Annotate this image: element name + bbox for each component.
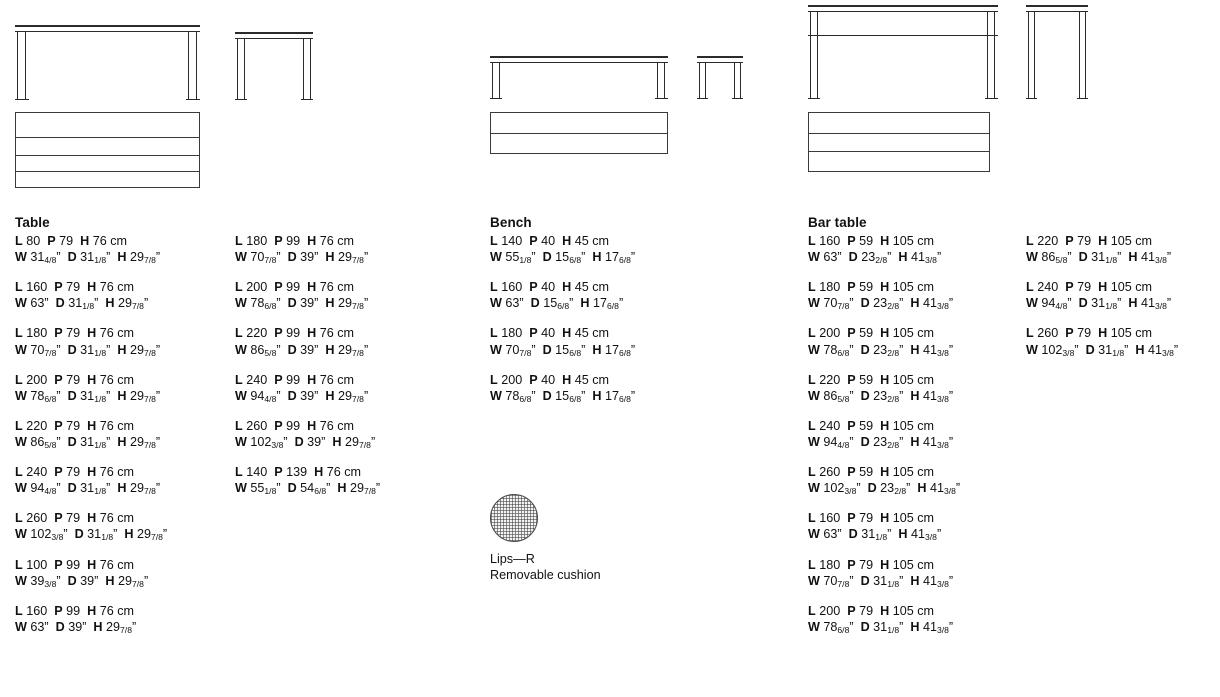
spec-item xyxy=(15,325,167,357)
spec-imperial: W $78_{6/8}$” D $31_{1/8}$” H $41_{3/8}$” xyxy=(808,619,954,635)
spec-item xyxy=(1026,279,1178,311)
spec-item xyxy=(15,372,167,404)
spec-metric: L 200 P 99 H 76 cm xyxy=(235,280,355,295)
spec-item xyxy=(808,510,960,542)
spec-metric: L 260 P 59 H 105 cm xyxy=(808,465,935,480)
spec-item xyxy=(808,372,960,404)
spec-metric: L 180 P 99 H 76 cm xyxy=(235,234,355,248)
spec-item xyxy=(15,603,167,635)
section-title-table: Table xyxy=(15,215,50,230)
spec-item xyxy=(235,464,380,496)
spec-imperial: W $70_{7/8}$” D 39” H $29_{7/8}$” xyxy=(235,250,369,266)
spec-item xyxy=(808,557,960,589)
spec-item xyxy=(15,233,167,265)
spec-metric: L 140 P 139 H 76 cm xyxy=(235,465,362,480)
spec-metric: L 240 P 79 H 76 cm xyxy=(15,465,135,480)
bar-table-elevation-long-drawing xyxy=(808,5,998,100)
bench-elevation-side-drawing xyxy=(697,56,743,100)
table-col-1 xyxy=(15,233,167,635)
spec-metric: L 220 P 99 H 76 cm xyxy=(235,326,355,341)
bench-col-1 xyxy=(490,233,635,404)
spec-imperial: W 63” D $31_{1/8}$” H $41_{3/8}$” xyxy=(808,527,942,543)
spec-item xyxy=(15,464,167,496)
spec-item xyxy=(1026,325,1178,357)
spec-metric: L 220 P 79 H 105 cm xyxy=(1026,234,1153,248)
spec-metric: L 80 P 79 H 76 cm xyxy=(15,234,128,248)
spec-imperial: W $94_{4/8}$” D $31_{1/8}$” H $29_{7/8}$” xyxy=(15,481,161,497)
spec-item xyxy=(235,325,380,357)
spec-metric: L 160 P 99 H 76 cm xyxy=(15,603,135,618)
spec-imperial: W $86_{5/8}$” D 39” H $29_{7/8}$” xyxy=(235,342,369,358)
spec-metric: L 200 P 79 H 105 cm xyxy=(808,603,935,618)
spec-imperial: W $31_{4/8}$” D $31_{1/8}$” H $29_{7/8}$” xyxy=(15,250,161,266)
spec-metric: L 180 P 79 H 105 cm xyxy=(808,557,935,572)
spec-imperial: W 63” D $15_{6/8}$” H $17_{6/8}$” xyxy=(490,296,624,312)
table-plan-drawing xyxy=(15,112,200,188)
spec-item xyxy=(15,510,167,542)
cushion-title: Lips—R xyxy=(490,552,535,566)
spec-imperial: W $94_{4/8}$” D $23_{2/8}$” H $41_{3/8}$” xyxy=(808,434,954,450)
spec-imperial: W $70_{7/8}$” D $31_{1/8}$” H $41_{3/8}$” xyxy=(808,573,954,589)
spec-metric: L 160 P 79 H 76 cm xyxy=(15,280,135,295)
cushion-caption xyxy=(490,551,601,584)
spec-metric: L 160 P 79 H 105 cm xyxy=(808,511,935,526)
spec-metric: L 200 P 79 H 76 cm xyxy=(15,372,135,387)
spec-item xyxy=(15,279,167,311)
spec-item xyxy=(808,418,960,450)
spec-imperial: W $55_{1/8}$” D $54_{6/8}$” H $29_{7/8}$” xyxy=(235,481,381,497)
spec-imperial: W $86_{5/8}$” D $23_{2/8}$” H $41_{3/8}$” xyxy=(808,388,954,404)
section-title-bar-table: Bar table xyxy=(808,215,867,230)
spec-item xyxy=(490,279,635,311)
spec-imperial: W 63” D 39” H $29_{7/8}$” xyxy=(15,619,137,635)
spec-metric: L 180 P 40 H 45 cm xyxy=(490,326,610,341)
spec-metric: L 220 P 59 H 105 cm xyxy=(808,372,935,387)
bench-plan-drawing xyxy=(490,112,668,154)
spec-imperial: W $102_{3/8}$” D 39” H $29_{7/8}$” xyxy=(235,434,376,450)
section-title-bench: Bench xyxy=(490,215,532,230)
spec-imperial: W 63” D $23_{2/8}$” H $41_{3/8}$” xyxy=(808,250,942,266)
spec-metric: L 140 P 40 H 45 cm xyxy=(490,234,610,248)
spec-metric: L 220 P 79 H 76 cm xyxy=(15,418,135,433)
spec-metric: L 180 P 79 H 76 cm xyxy=(15,326,135,341)
spec-imperial: W $102_{3/8}$” D $31_{1/8}$” H $41_{3/8}$” xyxy=(1026,342,1179,358)
spec-metric: L 180 P 59 H 105 cm xyxy=(808,280,935,295)
spec-metric: L 240 P 99 H 76 cm xyxy=(235,372,355,387)
spec-imperial: W $70_{7/8}$” D $15_{6/8}$” H $17_{6/8}$” xyxy=(490,342,636,358)
table-col-2 xyxy=(235,233,380,496)
table-elevation-side-drawing xyxy=(235,32,313,100)
spec-imperial: W $102_{3/8}$” D $23_{2/8}$” H $41_{3/8}$” xyxy=(808,481,961,497)
spec-metric: L 260 P 99 H 76 cm xyxy=(235,418,355,433)
spec-item xyxy=(808,603,960,635)
spec-metric: L 100 P 99 H 76 cm xyxy=(15,557,135,572)
spec-metric: L 200 P 59 H 105 cm xyxy=(808,326,935,341)
bar-col-2 xyxy=(1026,233,1178,358)
spec-imperial: W $94_{4/8}$” D $31_{1/8}$” H $41_{3/8}$” xyxy=(1026,296,1172,312)
spec-imperial: W $86_{5/8}$” D $31_{1/8}$” H $29_{7/8}$” xyxy=(15,434,161,450)
spec-metric: L 240 P 59 H 105 cm xyxy=(808,418,935,433)
spec-item xyxy=(15,557,167,589)
spec-item xyxy=(490,233,635,265)
bar-col-1 xyxy=(808,233,960,635)
spec-item xyxy=(1026,233,1178,265)
table-elevation-long-drawing xyxy=(15,25,200,100)
spec-item xyxy=(490,325,635,357)
bar-table-plan-drawing xyxy=(808,112,990,172)
spec-imperial: W $70_{7/8}$” D $31_{1/8}$” H $29_{7/8}$” xyxy=(15,342,161,358)
cushion-swatch-icon xyxy=(490,494,538,542)
spec-imperial: W $78_{6/8}$” D $31_{1/8}$” H $29_{7/8}$” xyxy=(15,388,161,404)
spec-imperial: W $78_{6/8}$” D $15_{6/8}$” H $17_{6/8}$” xyxy=(490,388,636,404)
spec-metric: L 200 P 40 H 45 cm xyxy=(490,372,610,387)
spec-item xyxy=(235,372,380,404)
bench-elevation-long-drawing xyxy=(490,56,668,100)
spec-item xyxy=(235,233,380,265)
spec-item xyxy=(490,372,635,404)
spec-item xyxy=(235,418,380,450)
spec-metric: L 260 P 79 H 105 cm xyxy=(1026,326,1153,341)
spec-metric: L 160 P 59 H 105 cm xyxy=(808,234,935,248)
spec-imperial: W $78_{6/8}$” D 39” H $29_{7/8}$” xyxy=(235,296,369,312)
spec-item xyxy=(808,279,960,311)
spec-metric: L 160 P 40 H 45 cm xyxy=(490,280,610,295)
spec-imperial: W $94_{4/8}$” D 39” H $29_{7/8}$” xyxy=(235,388,369,404)
bar-table-elevation-side-drawing xyxy=(1026,5,1088,100)
spec-imperial: W $55_{1/8}$” D $15_{6/8}$” H $17_{6/8}$” xyxy=(490,250,636,266)
spec-imperial: W $86_{5/8}$” D $31_{1/8}$” H $41_{3/8}$” xyxy=(1026,250,1172,266)
spec-metric: L 260 P 79 H 76 cm xyxy=(15,511,135,526)
spec-imperial: W 63” D $31_{1/8}$” H $29_{7/8}$” xyxy=(15,296,149,312)
spec-imperial: W $39_{3/8}$” D 39” H $29_{7/8}$” xyxy=(15,573,149,589)
spec-item xyxy=(235,279,380,311)
spec-imperial: W $102_{3/8}$” D $31_{1/8}$” H $29_{7/8}$” xyxy=(15,527,168,543)
spec-item xyxy=(808,325,960,357)
spec-item xyxy=(808,464,960,496)
spec-imperial: W $70_{7/8}$” D $23_{2/8}$” H $41_{3/8}$” xyxy=(808,296,954,312)
spec-imperial: W $78_{6/8}$” D $23_{2/8}$” H $41_{3/8}$” xyxy=(808,342,954,358)
spec-item xyxy=(808,233,960,265)
cushion-subtitle: Removable cushion xyxy=(490,568,601,583)
spec-item xyxy=(15,418,167,450)
spec-metric: L 240 P 79 H 105 cm xyxy=(1026,280,1153,295)
